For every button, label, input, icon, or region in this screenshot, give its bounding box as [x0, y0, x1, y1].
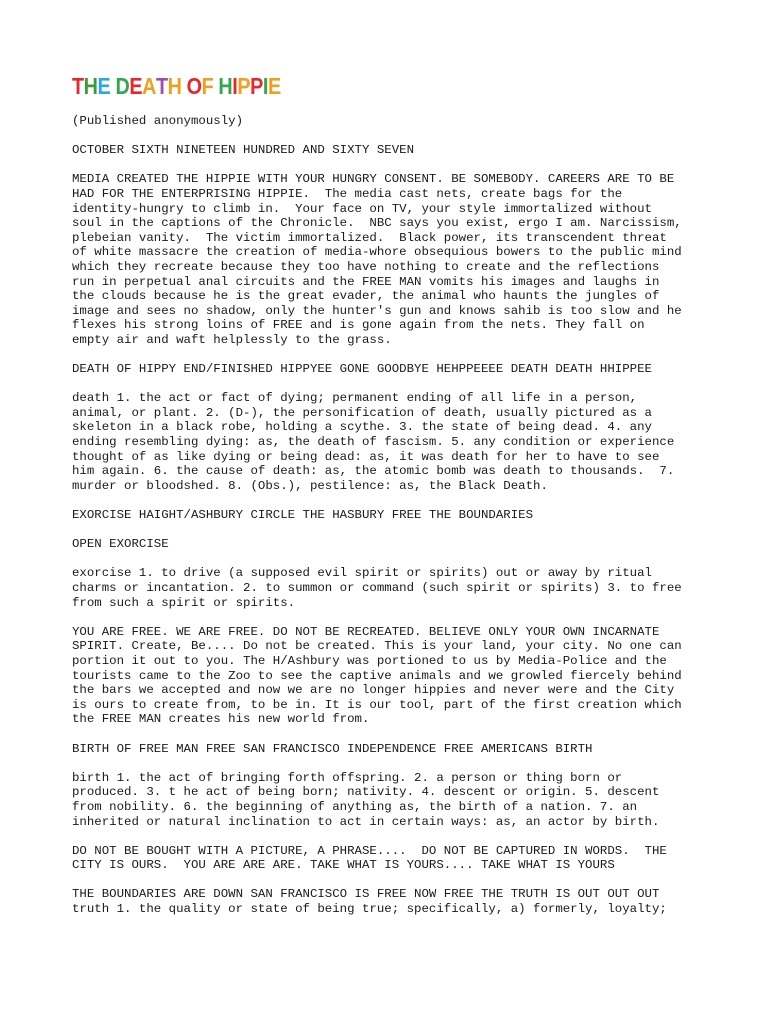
date-line: OCTOBER SIXTH NINETEEN HUNDRED AND SIXTY SEVEN — [72, 143, 415, 158]
title-letter: I — [232, 73, 238, 99]
section-heading: OPEN EXORCISE — [72, 537, 169, 552]
definition-paragraph: exorcise 1. to drive (a supposed evil spirit or spirits) out or away by ritual charms or incantation. 2. to summon or command (such spirit or spirits) 3. to free from such a spirit or spirits. — [72, 566, 682, 610]
document-page — [72, 72, 712, 931]
section-heading: EXORCISE HAIGHT/ASHBURY CIRCLE THE HASBURY FREE THE BOUNDARIES — [72, 508, 534, 523]
title-letter: E — [129, 73, 143, 99]
title-letter: P — [250, 73, 263, 99]
title-letter: P — [237, 73, 251, 99]
body-paragraph: MEDIA CREATED THE HIPPIE WITH YOUR HUNGRY CONSENT. BE SOMEBODY. CAREERS ARE TO BE HAD FOR THE ENTERPRISING HIPPIE. The media cast nets, create bags for the identity-hungry to climb in. Your face on TV, your style immortalized without soul in the captions of the Chronicle. NBC says you exist, ergo I am. Narcissism, plebeian vanity. The victim immortalized. Black power, its transcendent threat of white massacre the creation of media-whore obsequious bowers to the public mind which they recreate because they too have nothing to create and the reflections run in perpetual anal circuits and the FREE MAN vomits his images and laughs in the clouds because he is the great evader, the animal who haunts the jungles of image and sees no shadow, only the hunter's gun and knows sahib is too slow and he flexes his strong loins of FREE and is gone again from the nets. They fall on empty air and waft helplessly to the grass. — [72, 172, 682, 347]
title-letter: O — [186, 73, 202, 99]
definition-paragraph: death 1. the act or fact of dying; permanent ending of all life in a person, animal, or plant. 2. (D-), the personification of death, usually pictured as a skeleton in a black robe, holding a scythe. 3. the state of being dead. 4. any ending resembling dying: as, the death of fascism. 5. any condition or experience thought of as like dying or being dead: as, it was death for her to have to see him again. 6. the cause of death: as, the atomic bomb was death to thousands. 7. murder or bloodshed. 8. (Obs.), pestilence: as, the Black Death. — [72, 391, 675, 493]
title-letter: A — [142, 73, 156, 99]
title-letter: H — [167, 73, 182, 99]
body-paragraph: THE BOUNDARIES ARE DOWN SAN FRANCISCO IS FREE NOW FREE THE TRUTH IS OUT OUT OUT truth 1. the quality or state of being true; specifically, a) formerly, loyalty; — [72, 887, 667, 917]
body-paragraph: DO NOT BE BOUGHT WITH A PICTURE, A PHRASE.... DO NOT BE CAPTURED IN WORDS. THE CITY IS OURS. YOU ARE ARE ARE. TAKE WHAT IS YOURS.... TAKE WHAT IS YOURS — [72, 843, 667, 873]
title-letter: I — [262, 73, 268, 99]
title-letter: H — [83, 73, 98, 99]
section-heading: BIRTH OF FREE MAN FREE SAN FRANCISCO INDEPENDENCE FREE AMERICANS BIRTH — [72, 741, 593, 756]
page-title — [72, 72, 622, 100]
publication-note: (Published anonymously) — [72, 114, 244, 128]
title-letter: T — [72, 73, 84, 99]
title-letter: D — [115, 73, 130, 99]
title-letter: F — [201, 73, 214, 99]
body-paragraph: YOU ARE FREE. WE ARE FREE. DO NOT BE RECREATED. BELIEVE ONLY YOUR OWN INCARNATE SPIRIT. Create, Be.... Do not be created. This is your land, your city. No one can portion it out to you. The H/Ashbury was portioned to us by Media-Police and the tourists came to the Zoo to see the captive animals and we growled fiercely behind the bars we accepted and now we are no longer hippies and never were and the City is ours to create from, to be in. It is our tool, part of the first creation which the FREE MAN creates his new world from. — [72, 624, 682, 727]
definition-paragraph: birth 1. the act of bringing forth offspring. 2. a person or thing born or produced. 3. t he act of being born; nativity. 4. descent or origin. 5. descent from nobility. 6. the beginning of anything as, the birth of a nation. 7. an inherited or natural inclination to act in certain ways: as, an actor by birth. — [72, 770, 660, 829]
title-letter: E — [97, 73, 111, 99]
title-letter: H — [218, 73, 233, 99]
title-letter: E — [267, 73, 281, 99]
title-letter: T — [155, 73, 168, 99]
section-heading: DEATH OF HIPPY END/FINISHED HIPPYEE GONE GOODBYE HEHPPEEEE DEATH DEATH HHIPPEE — [72, 362, 652, 377]
